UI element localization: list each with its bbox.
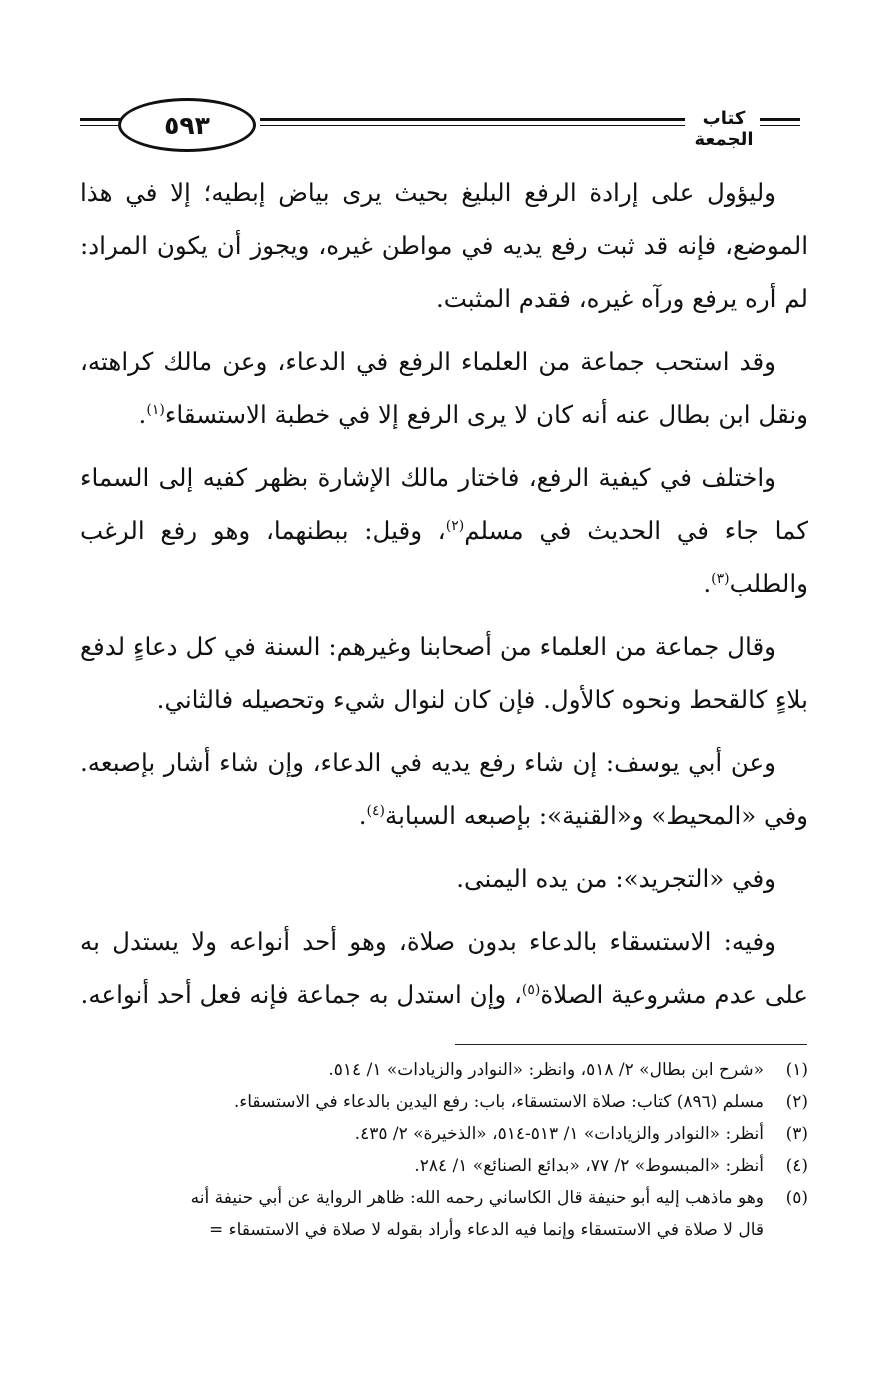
footnote-text: أنظر: «النوادر والزيادات» ١/ ٥١٣-٥١٤، «الذخيرة» ٢/ ٤٣٥. (354, 1124, 764, 1144)
footnote-number: (٢) (785, 1092, 808, 1112)
paragraph: وليؤول على إرادة الرفع البليغ بحيث يرى بياض إبطيه؛ إلا في هذا الموضع، فإنه قد ثبت رفع يديه في مواطن غيره، ويجوز أن يكون المراد: لم أره يرفع ورآه غيره، فقدم المثبت. (80, 178, 808, 313)
footnote-text: وهو ماذهب إليه أبو حنيفة قال الكاساني رحمه الله: ظاهر الرواية عن أبي حنيفة أنه (190, 1188, 764, 1208)
footnote-ref[interactable]: (٥) (521, 981, 541, 998)
footnote-ref[interactable]: (٣) (711, 570, 730, 587)
footnote-continuation: قال لا صلاة في الاستسقاء وإنما فيه الدعاء وأراد بقوله لا صلاة في الاستسقاء = (209, 1220, 764, 1240)
header-rule-middle (260, 118, 685, 132)
footnote-text: «شرح ابن بطال» ٢/ ٥١٨، وانظر: «النوادر والزيادات» ١/ ٥١٤. (328, 1060, 764, 1080)
footnote-separator (455, 1044, 807, 1045)
header-rule-right (760, 118, 800, 132)
paragraph: وقال جماعة من العلماء من أصحابنا وغيرهم: السنة في كل دعاءٍ لدفع بلاءٍ كالقحط ونحوه كالأول. فإن كان لنوال شيء وتحصيله فالثاني. (80, 632, 808, 714)
page-number-badge (118, 98, 256, 152)
footnote-ref[interactable]: (١) (146, 401, 165, 418)
paragraph: وعن أبي يوسف: إن شاء رفع يديه في الدعاء، وإن شاء أشار بإصبعه. وفي «المحيط» و«القنية»: بإصبعه السبابة$^{(٤)}$. (80, 748, 808, 830)
footnote-text: أنظر: «المبسوط» ٢/ ٧٧، «بدائع الصنائع» ١/ ٢٨٤. (414, 1156, 764, 1176)
main-text (80, 166, 808, 1031)
footnote-number: (٣) (785, 1124, 808, 1144)
footnotes (42, 1054, 808, 1246)
paragraph: وفي «التجريد»: من يده اليمنى. (456, 864, 776, 893)
footnote-number: (٥) (785, 1188, 808, 1208)
paragraph: واختلف في كيفية الرفع، فاختار مالك الإشارة بظهر كفيه إلى السماء كما جاء في الحديث في مسلم$^{(٢)}$، وقيل: ببطنهما، وهو رفع الرغب والطلب$^{(٣)}$. (80, 463, 808, 598)
paragraph: وقد استحب جماعة من العلماء الرفع في الدعاء، وعن مالك كراهته، ونقل ابن بطال عنه أنه كان لا يرى الرفع إلا في خطبة الاستسقاء$^{(١)}$. (80, 347, 808, 429)
footnote-item (42, 1054, 808, 1086)
footnote-item (42, 1182, 808, 1214)
footnote-number: (٤) (785, 1156, 808, 1176)
footnote-item (42, 1150, 808, 1182)
footnote-text: مسلم (٨٩٦) كتاب: صلاة الاستسقاء، باب: رفع اليدين بالدعاء في الاستسقاء. (233, 1092, 764, 1112)
footnote-ref[interactable]: (٤) (366, 802, 385, 819)
footnote-item (42, 1118, 808, 1150)
paragraph: وفيه: الاستسقاء بالدعاء بدون صلاة، وهو أحد أنواعه ولا يستدل به على عدم مشروعية الصلاة$^{(٥)}$، وإن استدل به جماعة فإنه فعل أحد أنواعه. (80, 927, 808, 1009)
page-number: ٥٩٣ (164, 110, 210, 140)
chapter-title: كتاب الجمعة (694, 108, 754, 150)
footnote-item (42, 1086, 808, 1118)
running-header (70, 96, 810, 156)
footnote-number: (١) (785, 1060, 808, 1080)
footnote-ref[interactable]: (٢) (445, 517, 465, 534)
